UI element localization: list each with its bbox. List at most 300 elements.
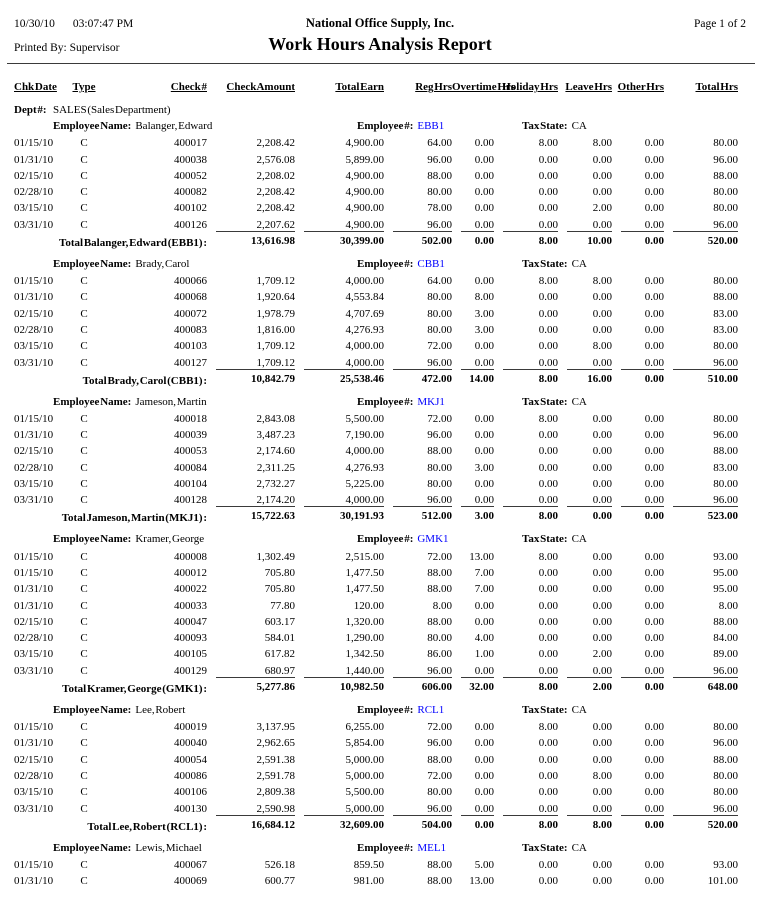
cell-leave-hrs: 0.00 xyxy=(592,721,612,734)
cell-total-earn: 4,000.00 xyxy=(345,340,384,353)
cell-overtime-hrs: 0.00 xyxy=(474,445,494,458)
cell-total-earn: 4,900.00 xyxy=(345,137,384,150)
cell-total-earn: 4,900.00 xyxy=(345,202,384,215)
cell-overtime-hrs: 7.00 xyxy=(474,566,494,579)
cell-total-earn: 4,000.00 xyxy=(345,494,384,507)
cell-reg-hrs: 72.00 xyxy=(427,769,452,782)
total-total-earn: 30,399.00 xyxy=(295,231,384,249)
table-row xyxy=(14,166,738,182)
cell-overtime-hrs: 0.00 xyxy=(474,275,494,288)
cell-overtime-hrs: 0.00 xyxy=(474,599,494,612)
cell-chk-date: 01/31/10 xyxy=(14,583,54,596)
cell-reg-hrs: 88.00 xyxy=(427,615,452,628)
cell-holiday-hrs: 0.00 xyxy=(538,583,558,596)
cell-reg-hrs: 80.00 xyxy=(427,461,452,474)
cell-leave-hrs: 0.00 xyxy=(592,169,612,182)
cell-holiday-hrs: 0.00 xyxy=(538,478,558,491)
cell-overtime-hrs: 0.00 xyxy=(474,753,494,766)
cell-chk-date: 03/31/10 xyxy=(14,356,54,369)
employee-total-row xyxy=(14,369,738,387)
cell-total-earn: 1,290.00 xyxy=(345,632,384,645)
cell-check-amount: 1,709.12 xyxy=(256,340,295,353)
cell-holiday-hrs: 0.00 xyxy=(538,307,558,320)
employee-name: Employee Name: Kramer, George xyxy=(53,533,205,546)
cell-total-hrs: 88.00 xyxy=(713,753,738,766)
cell-overtime-hrs: 0.00 xyxy=(474,356,494,369)
employee-id-label: Employee #: xyxy=(357,257,414,270)
cell-type: C xyxy=(80,583,88,596)
employee-id xyxy=(357,533,449,545)
table-row xyxy=(14,612,738,628)
table-row xyxy=(14,271,738,287)
cell-other-hrs: 0.00 xyxy=(644,218,664,231)
cell-total-earn: 120.00 xyxy=(353,599,384,612)
total-check-amount: 10,842.79 xyxy=(207,369,295,387)
cell-holiday-hrs: 0.00 xyxy=(538,802,558,815)
table-row xyxy=(14,214,738,230)
cell-leave-hrs: 0.00 xyxy=(592,445,612,458)
cell-total-hrs: 93.00 xyxy=(713,858,738,871)
cell-check-no: 400104 xyxy=(174,478,207,491)
table-row xyxy=(14,182,738,198)
employee-total-label: Total Jameson, Martin (MKJ1) : xyxy=(61,512,207,525)
cell-reg-hrs: 88.00 xyxy=(427,445,452,458)
cell-check-no: 400022 xyxy=(174,583,207,596)
employee-id-label: Employee #: xyxy=(357,395,414,408)
employee-id-link[interactable]: CBB1 xyxy=(417,257,445,270)
cell-type: C xyxy=(80,323,88,336)
cell-total-hrs: 80.00 xyxy=(713,786,738,799)
cell-total-earn: 4,000.00 xyxy=(345,275,384,288)
table-row xyxy=(14,425,738,441)
cell-overtime-hrs: 0.00 xyxy=(474,412,494,425)
cell-type: C xyxy=(80,615,88,628)
cell-chk-date: 02/15/10 xyxy=(14,753,54,766)
total-holiday-hrs: 8.00 xyxy=(494,677,558,695)
cell-total-hrs: 80.00 xyxy=(713,340,738,353)
cell-check-amount: 2,208.02 xyxy=(256,169,295,182)
cell-total-hrs: 89.00 xyxy=(713,648,738,661)
cell-holiday-hrs: 0.00 xyxy=(538,323,558,336)
table-row xyxy=(14,320,738,336)
cell-leave-hrs: 0.00 xyxy=(592,412,612,425)
cell-check-no: 400067 xyxy=(174,858,207,871)
header-divider xyxy=(7,63,755,64)
cell-total-earn: 981.00 xyxy=(353,875,384,888)
cell-chk-date: 01/15/10 xyxy=(14,550,54,563)
employee-tax-state: Tax State: CA xyxy=(522,120,587,132)
cell-holiday-hrs: 0.00 xyxy=(538,153,558,166)
cell-total-hrs: 95.00 xyxy=(713,566,738,579)
cell-overtime-hrs: 0.00 xyxy=(474,802,494,815)
cell-check-no: 400066 xyxy=(174,275,207,288)
cell-check-amount: 1,709.12 xyxy=(256,275,295,288)
cell-chk-date: 01/31/10 xyxy=(14,291,54,304)
cell-other-hrs: 0.00 xyxy=(644,307,664,320)
cell-total-earn: 5,000.00 xyxy=(345,769,384,782)
employee-header-row xyxy=(14,530,738,546)
column-header-total-hrs: Total Hrs xyxy=(695,81,738,93)
cell-holiday-hrs: 0.00 xyxy=(538,169,558,182)
cell-type: C xyxy=(80,664,88,677)
cell-reg-hrs: 80.00 xyxy=(427,786,452,799)
cell-overtime-hrs: 7.00 xyxy=(474,583,494,596)
cell-holiday-hrs: 0.00 xyxy=(538,648,558,661)
cell-check-no: 400047 xyxy=(174,615,207,628)
cell-check-no: 400083 xyxy=(174,323,207,336)
cell-reg-hrs: 96.00 xyxy=(427,664,452,677)
cell-other-hrs: 0.00 xyxy=(644,478,664,491)
cell-leave-hrs: 0.00 xyxy=(592,664,612,677)
table-row xyxy=(14,717,738,733)
employee-header-row xyxy=(14,701,738,717)
total-total-hrs: 523.00 xyxy=(664,506,738,524)
print-time: 03:07:47 PM xyxy=(72,18,134,30)
employee-total-row xyxy=(14,231,738,249)
cell-chk-date: 01/31/10 xyxy=(14,599,54,612)
cell-total-hrs: 80.00 xyxy=(713,721,738,734)
total-other-hrs: 0.00 xyxy=(612,815,664,833)
cell-other-hrs: 0.00 xyxy=(644,412,664,425)
employee-name: Employee Name: Jameson, Martin xyxy=(53,395,207,408)
dept-value: SALES (Sales Department) xyxy=(53,104,171,116)
cell-chk-date: 02/15/10 xyxy=(14,615,54,628)
cell-reg-hrs: 88.00 xyxy=(427,875,452,888)
total-holiday-hrs: 8.00 xyxy=(494,231,558,249)
cell-type: C xyxy=(80,461,88,474)
cell-holiday-hrs: 0.00 xyxy=(538,461,558,474)
cell-total-hrs: 88.00 xyxy=(713,169,738,182)
total-leave-hrs: 0.00 xyxy=(558,506,612,524)
cell-check-no: 400093 xyxy=(174,632,207,645)
cell-reg-hrs: 96.00 xyxy=(427,802,452,815)
total-check-amount: 16,684.12 xyxy=(207,815,295,833)
table-row xyxy=(14,546,738,562)
cell-holiday-hrs: 0.00 xyxy=(538,445,558,458)
employee-id-link[interactable]: EBB1 xyxy=(417,120,445,132)
employee-id-link[interactable]: MKJ1 xyxy=(417,395,445,408)
cell-check-amount: 2,962.65 xyxy=(256,737,295,750)
total-leave-hrs: 16.00 xyxy=(558,369,612,387)
employee-header-row xyxy=(14,255,738,271)
cell-check-no: 400082 xyxy=(174,186,207,199)
cell-total-earn: 1,477.50 xyxy=(345,566,384,579)
cell-total-earn: 5,899.00 xyxy=(345,153,384,166)
cell-total-hrs: 93.00 xyxy=(713,550,738,563)
cell-leave-hrs: 0.00 xyxy=(592,786,612,799)
cell-check-no: 400052 xyxy=(174,169,207,182)
cell-overtime-hrs: 8.00 xyxy=(474,291,494,304)
table-row xyxy=(14,457,738,473)
cell-total-hrs: 84.00 xyxy=(713,632,738,645)
cell-leave-hrs: 8.00 xyxy=(592,137,612,150)
cell-type: C xyxy=(80,202,88,215)
cell-holiday-hrs: 0.00 xyxy=(538,218,558,231)
cell-total-hrs: 83.00 xyxy=(713,461,738,474)
cell-leave-hrs: 0.00 xyxy=(592,550,612,563)
total-reg-hrs: 504.00 xyxy=(384,815,452,833)
cell-type: C xyxy=(80,802,88,815)
cell-leave-hrs: 0.00 xyxy=(592,737,612,750)
cell-other-hrs: 0.00 xyxy=(644,445,664,458)
cell-overtime-hrs: 0.00 xyxy=(474,186,494,199)
cell-reg-hrs: 64.00 xyxy=(427,275,452,288)
cell-overtime-hrs: 0.00 xyxy=(474,769,494,782)
cell-other-hrs: 0.00 xyxy=(644,664,664,677)
cell-chk-date: 02/28/10 xyxy=(14,461,54,474)
cell-check-amount: 617.82 xyxy=(264,648,295,661)
cell-check-amount: 2,311.25 xyxy=(256,461,295,474)
total-reg-hrs: 606.00 xyxy=(384,677,452,695)
cell-holiday-hrs: 0.00 xyxy=(538,202,558,215)
cell-leave-hrs: 0.00 xyxy=(592,356,612,369)
cell-type: C xyxy=(80,737,88,750)
cell-other-hrs: 0.00 xyxy=(644,566,664,579)
cell-check-amount: 526.18 xyxy=(264,858,295,871)
cell-other-hrs: 0.00 xyxy=(644,802,664,815)
total-other-hrs: 0.00 xyxy=(612,231,664,249)
employee-total-label: Total Balanger, Edward (EBB1) : xyxy=(59,236,207,249)
employee-total-label: Total Brady, Carol (CBB1) : xyxy=(82,374,207,387)
cell-check-no: 400127 xyxy=(174,356,207,369)
cell-check-amount: 2,591.78 xyxy=(256,769,295,782)
cell-type: C xyxy=(80,445,88,458)
cell-chk-date: 03/31/10 xyxy=(14,802,54,815)
dept-label: Dept #: xyxy=(14,104,47,116)
cell-overtime-hrs: 0.00 xyxy=(474,615,494,628)
cell-holiday-hrs: 0.00 xyxy=(538,494,558,507)
employee-tax-state: Tax State: CA xyxy=(522,841,587,854)
cell-overtime-hrs: 0.00 xyxy=(474,737,494,750)
employee-name: Employee Name: Balanger, Edward xyxy=(53,120,213,132)
printed-by-label: Printed By: xyxy=(14,42,67,54)
cell-check-amount: 1,920.64 xyxy=(256,291,295,304)
employee-id xyxy=(357,842,446,854)
cell-type: C xyxy=(80,291,88,304)
total-overtime-hrs: 32.00 xyxy=(452,677,494,695)
cell-total-earn: 4,276.93 xyxy=(345,461,384,474)
cell-reg-hrs: 96.00 xyxy=(427,218,452,231)
cell-other-hrs: 0.00 xyxy=(644,858,664,871)
cell-chk-date: 01/31/10 xyxy=(14,875,54,888)
table-row xyxy=(14,766,738,782)
cell-other-hrs: 0.00 xyxy=(644,583,664,596)
tax-state-label: Tax State: xyxy=(522,841,568,854)
report-table xyxy=(14,76,738,887)
cell-check-no: 400102 xyxy=(174,202,207,215)
cell-check-no: 400040 xyxy=(174,737,207,750)
cell-total-hrs: 88.00 xyxy=(713,615,738,628)
employee-name-label: Employee Name: xyxy=(53,533,132,546)
cell-total-earn: 1,320.00 xyxy=(345,615,384,628)
total-leave-hrs: 10.00 xyxy=(558,231,612,249)
employee-header-row xyxy=(14,839,738,855)
total-overtime-hrs: 0.00 xyxy=(452,231,494,249)
cell-check-no: 400072 xyxy=(174,307,207,320)
table-row xyxy=(14,198,738,214)
cell-other-hrs: 0.00 xyxy=(644,615,664,628)
cell-other-hrs: 0.00 xyxy=(644,275,664,288)
cell-reg-hrs: 86.00 xyxy=(427,648,452,661)
cell-holiday-hrs: 0.00 xyxy=(538,615,558,628)
column-header-holiday-hrs: Holiday Hrs xyxy=(502,81,558,93)
cell-holiday-hrs: 8.00 xyxy=(538,137,558,150)
cell-chk-date: 01/15/10 xyxy=(14,566,54,579)
cell-total-hrs: 80.00 xyxy=(713,412,738,425)
cell-reg-hrs: 88.00 xyxy=(427,566,452,579)
employee-name: Employee Name: Lewis, Michael xyxy=(53,841,202,854)
column-header-type: Type xyxy=(72,81,96,93)
total-other-hrs: 0.00 xyxy=(612,677,664,695)
column-header-leave-hrs: Leave Hrs xyxy=(565,81,612,93)
cell-total-earn: 2,515.00 xyxy=(345,550,384,563)
cell-total-earn: 1,440.00 xyxy=(345,664,384,677)
cell-chk-date: 03/31/10 xyxy=(14,494,54,507)
cell-leave-hrs: 0.00 xyxy=(592,461,612,474)
employee-total-row xyxy=(14,815,738,833)
table-row xyxy=(14,749,738,765)
page-indicator: Page 1 of 2 xyxy=(693,18,746,30)
cell-total-earn: 5,500.00 xyxy=(345,412,384,425)
table-row xyxy=(14,287,738,303)
cell-check-no: 400012 xyxy=(174,566,207,579)
employee-id-label: Employee #: xyxy=(357,120,414,132)
cell-check-no: 400019 xyxy=(174,721,207,734)
cell-type: C xyxy=(80,753,88,766)
cell-total-earn: 1,342.50 xyxy=(345,648,384,661)
cell-overtime-hrs: 0.00 xyxy=(474,786,494,799)
cell-reg-hrs: 80.00 xyxy=(427,632,452,645)
table-row xyxy=(14,733,738,749)
cell-check-no: 400039 xyxy=(174,429,207,442)
cell-check-amount: 3,137.95 xyxy=(256,721,295,734)
cell-total-hrs: 8.00 xyxy=(718,599,738,612)
total-total-hrs: 510.00 xyxy=(664,369,738,387)
cell-check-amount: 584.01 xyxy=(264,632,295,645)
cell-holiday-hrs: 0.00 xyxy=(538,291,558,304)
cell-total-hrs: 83.00 xyxy=(713,307,738,320)
company-name: National Office Supply, Inc. xyxy=(305,16,455,30)
total-total-hrs: 520.00 xyxy=(664,815,738,833)
total-reg-hrs: 512.00 xyxy=(384,506,452,524)
cell-total-earn: 4,000.00 xyxy=(345,356,384,369)
cell-check-no: 400106 xyxy=(174,786,207,799)
cell-holiday-hrs: 0.00 xyxy=(538,599,558,612)
report-title: Work Hours Analysis Report xyxy=(268,34,492,54)
table-row xyxy=(14,149,738,165)
table-row xyxy=(14,782,738,798)
cell-other-hrs: 0.00 xyxy=(644,137,664,150)
cell-type: C xyxy=(80,632,88,645)
cell-chk-date: 01/31/10 xyxy=(14,429,54,442)
cell-check-no: 400086 xyxy=(174,769,207,782)
printed-by-value: Supervisor xyxy=(69,42,120,54)
cell-check-no: 400008 xyxy=(174,550,207,563)
cell-total-hrs: 96.00 xyxy=(713,494,738,507)
cell-check-amount: 2,576.08 xyxy=(256,153,295,166)
cell-other-hrs: 0.00 xyxy=(644,186,664,199)
employee-total-row xyxy=(14,506,738,524)
cell-chk-date: 01/15/10 xyxy=(14,858,54,871)
cell-check-no: 400105 xyxy=(174,648,207,661)
cell-leave-hrs: 0.00 xyxy=(592,632,612,645)
employee-tax-state: Tax State: CA xyxy=(522,257,587,270)
cell-type: C xyxy=(80,566,88,579)
column-header-chk-date: Chk Date xyxy=(14,81,57,93)
total-check-amount: 13,616.98 xyxy=(207,231,295,249)
employee-id-link[interactable]: MEL1 xyxy=(417,841,447,854)
cell-overtime-hrs: 3.00 xyxy=(474,461,494,474)
cell-leave-hrs: 0.00 xyxy=(592,291,612,304)
cell-total-earn: 4,900.00 xyxy=(345,218,384,231)
cell-check-amount: 705.80 xyxy=(264,566,295,579)
cell-chk-date: 01/15/10 xyxy=(14,412,54,425)
cell-holiday-hrs: 0.00 xyxy=(538,429,558,442)
cell-type: C xyxy=(80,494,88,507)
cell-check-amount: 2,809.38 xyxy=(256,786,295,799)
cell-chk-date: 03/15/10 xyxy=(14,478,54,491)
table-row xyxy=(14,628,738,644)
cell-reg-hrs: 96.00 xyxy=(427,429,452,442)
employee-id-label: Employee #: xyxy=(357,703,414,716)
table-row xyxy=(14,644,738,660)
employee-total-row xyxy=(14,677,738,695)
cell-holiday-hrs: 0.00 xyxy=(538,340,558,353)
cell-overtime-hrs: 13.00 xyxy=(469,550,494,563)
cell-leave-hrs: 0.00 xyxy=(592,599,612,612)
cell-check-no: 400129 xyxy=(174,664,207,677)
cell-holiday-hrs: 0.00 xyxy=(538,186,558,199)
cell-check-no: 400128 xyxy=(174,494,207,507)
cell-total-hrs: 101.00 xyxy=(707,875,738,888)
cell-chk-date: 01/15/10 xyxy=(14,275,54,288)
cell-overtime-hrs: 0.00 xyxy=(474,169,494,182)
cell-check-no: 400017 xyxy=(174,137,207,150)
employee-id-link[interactable]: RCL1 xyxy=(417,703,445,716)
cell-check-amount: 1,709.12 xyxy=(256,356,295,369)
cell-holiday-hrs: 0.00 xyxy=(538,664,558,677)
employee-id-label: Employee #: xyxy=(357,841,414,854)
cell-leave-hrs: 0.00 xyxy=(592,186,612,199)
cell-total-hrs: 88.00 xyxy=(713,445,738,458)
cell-reg-hrs: 72.00 xyxy=(427,550,452,563)
total-holiday-hrs: 8.00 xyxy=(494,369,558,387)
cell-type: C xyxy=(80,186,88,199)
cell-chk-date: 01/15/10 xyxy=(14,721,54,734)
total-check-amount: 5,277.86 xyxy=(207,677,295,695)
cell-leave-hrs: 0.00 xyxy=(592,583,612,596)
cell-type: C xyxy=(80,153,88,166)
cell-chk-date: 01/31/10 xyxy=(14,153,54,166)
cell-reg-hrs: 64.00 xyxy=(427,137,452,150)
employee-id-link[interactable]: GMK1 xyxy=(417,533,449,546)
cell-type: C xyxy=(80,412,88,425)
cell-leave-hrs: 0.00 xyxy=(592,875,612,888)
cell-chk-date: 02/28/10 xyxy=(14,323,54,336)
cell-type: C xyxy=(80,599,88,612)
cell-overtime-hrs: 5.00 xyxy=(474,858,494,871)
cell-type: C xyxy=(80,550,88,563)
cell-leave-hrs: 0.00 xyxy=(592,323,612,336)
cell-total-hrs: 95.00 xyxy=(713,583,738,596)
cell-other-hrs: 0.00 xyxy=(644,786,664,799)
total-total-earn: 25,538.46 xyxy=(295,369,384,387)
cell-type: C xyxy=(80,307,88,320)
cell-total-hrs: 96.00 xyxy=(713,737,738,750)
cell-holiday-hrs: 0.00 xyxy=(538,632,558,645)
cell-other-hrs: 0.00 xyxy=(644,875,664,888)
cell-total-hrs: 96.00 xyxy=(713,356,738,369)
